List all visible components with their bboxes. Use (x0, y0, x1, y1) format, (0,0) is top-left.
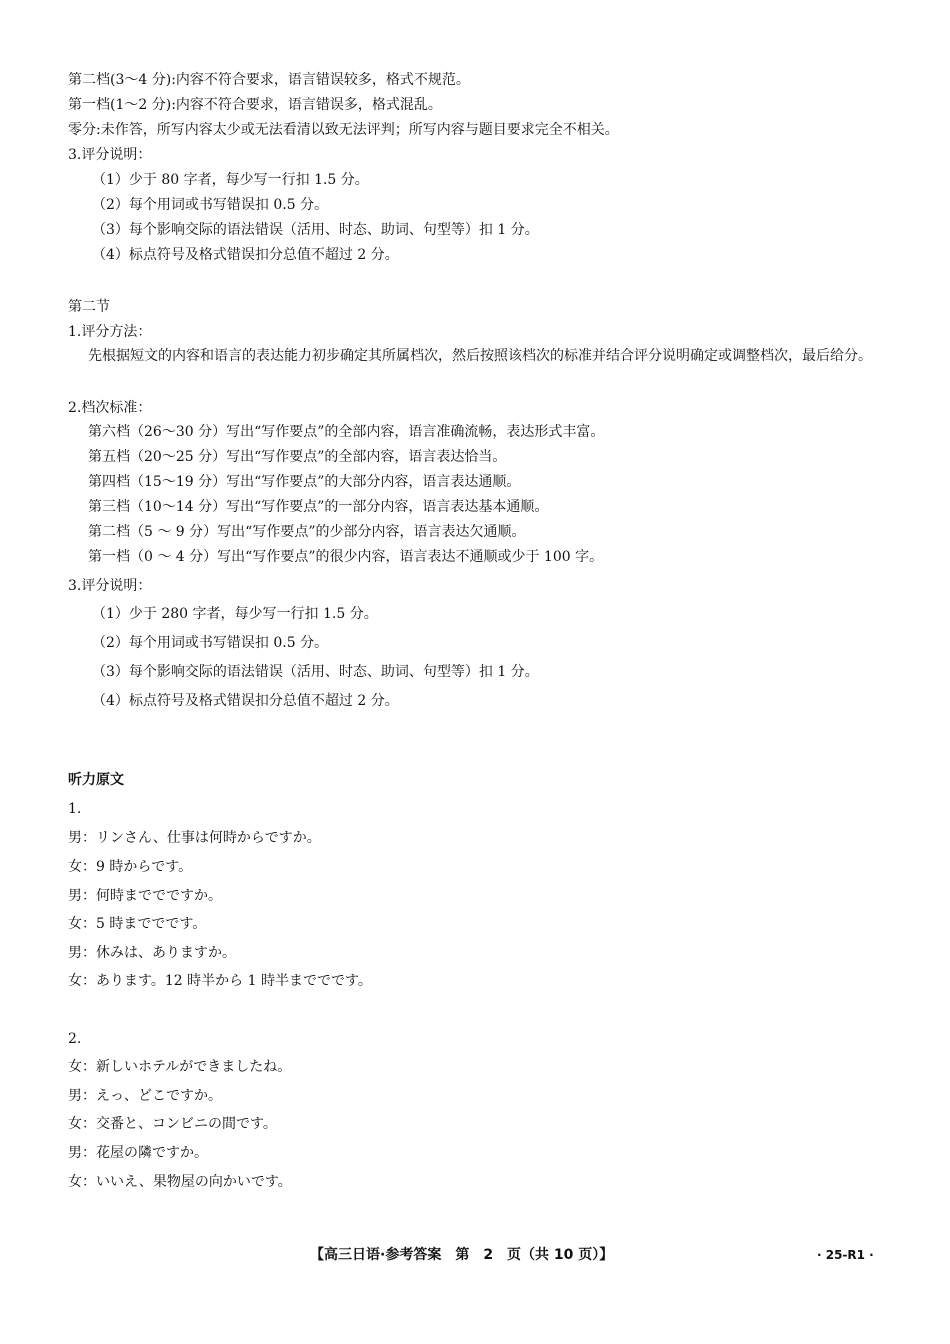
dialogue-line: 男：花屋の隣ですか。 (68, 1145, 208, 1161)
dialogue-line: 女：新しいホテルができましたね。 (68, 1059, 292, 1075)
note-item: （4）标点符号及格式错误扣分总值不超过 2 分。 (92, 247, 399, 263)
tier-line: 第一档(1～2 分):内容不符合要求，语言错误多，格式混乱。 (68, 97, 442, 113)
dialogue-number: 1. (68, 801, 82, 817)
tier-line: 第五档（20～25 分）写出“写作要点”的全部内容，语言表达恰当。 (88, 449, 507, 465)
notes-title: 3.评分说明： (68, 578, 152, 594)
dialogue-line: 女：あります。12 時半から 1 時半まででです。 (68, 973, 372, 989)
tier-line: 第一档（0 ～ 4 分）写出“写作要点”的很少内容，语言表达不通顺或少于 100 字。 (88, 549, 604, 565)
dialogue-line: 女：5 時まででです。 (68, 916, 207, 932)
tier-line: 零分:未作答，所写内容太少或无法看清以致无法评判；所写内容与题目要求完全不相关。 (68, 122, 619, 138)
notes-title: 3.评分说明： (68, 147, 152, 163)
dialogue-line: 男：リンさん、仕事は何時からですか。 (68, 830, 321, 846)
listening-title: 听力原文 (68, 772, 124, 788)
dialogue-line: 男：休みは、ありますか。 (68, 945, 236, 961)
section-title: 第二节 (68, 299, 110, 315)
method-text: 先根据短文的内容和语言的表达能力初步确定其所属档次，然后按照该档次的标准并结合评分说明确定或调整档次，最后给分。 (88, 348, 872, 364)
method-title: 1.评分方法： (68, 324, 152, 340)
note-item: （3）每个影响交际的语法错误（活用、时态、助词、句型等）扣 1 分。 (92, 664, 539, 680)
page-footer: 【高三日语·参考答案 第 2 页（共 10 页）】 (310, 1247, 614, 1263)
tier-line: 第二档（5 ～ 9 分）写出“写作要点”的少部分内容，语言表达欠通顺。 (88, 524, 526, 540)
dialogue-line: 女：9 時からです。 (68, 859, 193, 875)
tiers-title: 2.档次标准： (68, 400, 152, 416)
note-item: （1）少于 280 字者，每少写一行扣 1.5 分。 (92, 606, 378, 622)
dialogue-number: 2. (68, 1031, 82, 1047)
dialogue-line: 男：何時まででですか。 (68, 888, 222, 904)
note-item: （2）每个用词或书写错误扣 0.5 分。 (92, 197, 329, 213)
note-item: （4）标点符号及格式错误扣分总值不超过 2 分。 (92, 693, 399, 709)
dialogue-line: 男：えっ、どこですか。 (68, 1088, 222, 1104)
dialogue-line: 女：いいえ、果物屋の向かいです。 (68, 1174, 292, 1190)
tier-line: 第四档（15～19 分）写出“写作要点”的大部分内容，语言表达通顺。 (88, 474, 521, 490)
tier-line: 第二档(3～4 分):内容不符合要求，语言错误较多，格式不规范。 (68, 72, 470, 88)
note-item: （2）每个用词或书写错误扣 0.5 分。 (92, 635, 329, 651)
tier-line: 第六档（26～30 分）写出“写作要点”的全部内容，语言准确流畅，表达形式丰富。 (88, 424, 605, 440)
dialogue-line: 女：交番と、コンビニの間です。 (68, 1116, 277, 1132)
tier-line: 第三档（10～14 分）写出“写作要点”的一部分内容，语言表达基本通顺。 (88, 499, 549, 515)
note-item: （3）每个影响交际的语法错误（活用、时态、助词、句型等）扣 1 分。 (92, 222, 539, 238)
page-code: · 25-R1 · (817, 1248, 874, 1262)
note-item: （1）少于 80 字者，每少写一行扣 1.5 分。 (92, 172, 369, 188)
